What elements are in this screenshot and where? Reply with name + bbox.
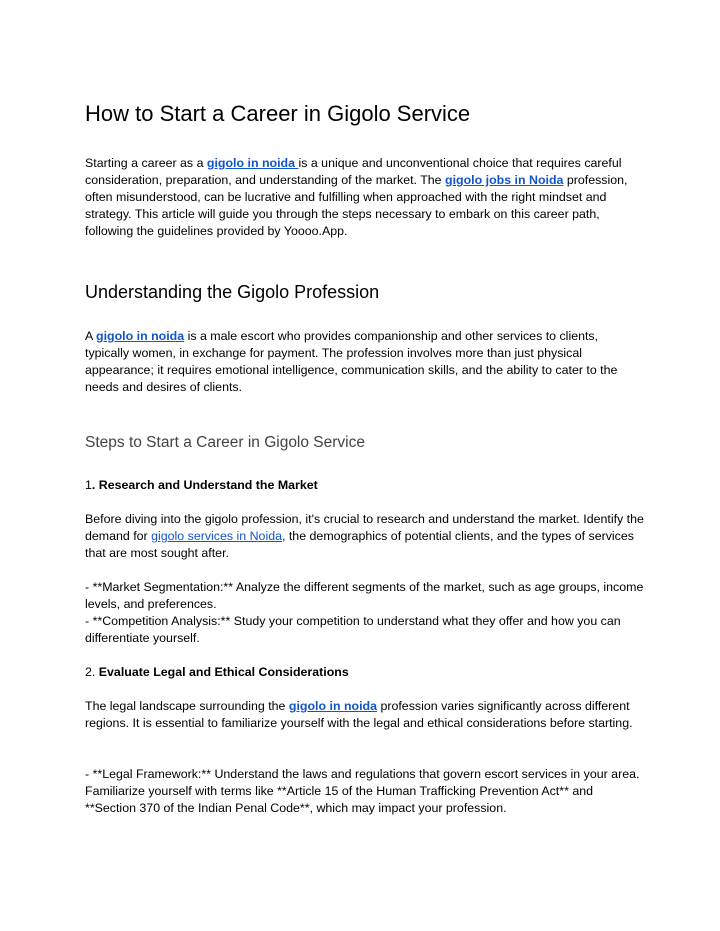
gigolo-in-noida-link[interactable]: gigolo in noida [206,156,299,170]
intro-text-3: profession, often misunderstood, can be lucrative and fulfilling when approached with the right mindset and strategy. This article will guide you through the steps necessary to embark on this career path, following the guidelines provided by Yoooo.App. [85,173,628,238]
section-heading-understanding: Understanding the Gigolo Profession [85,282,380,302]
understanding-paragraph [85,328,645,396]
gigolo-jobs-link[interactable]: gigolo jobs in Noida [445,173,564,187]
intro-paragraph [85,155,645,240]
competition-analysis-item: - **Competition Analysis:** Study your competition to understand what they offer and how you can differentiate yourself. [85,614,621,645]
step2-title: Evaluate Legal and Ethical Considerations [98,665,349,679]
step1-text-2: , the demographics of potential clients, and the types of services that are most sought after. [85,529,634,560]
legal-framework-item: - **Legal Framework:** Understand the laws and regulations that govern escort services in your area. Familiarize yourself with terms like **Article 15 of the Human Trafficking Prevention Act** and **Section 370 of the Indian Penal Code**, which may impact your profession. [85,767,640,815]
gigolo-services-link[interactable]: gigolo services in Noida [151,529,282,543]
understanding-text-2: is a male escort who provides companionship and other services to clients, typically women, in exchange for payment. The profession involves more than just physical appearance; it requires emotional intelligence, communication skills, and the ability to cater to the needs and desires of clients. [85,329,618,394]
page-title: How to Start a Career in Gigolo Service [85,101,471,126]
intro-text-2: is a unique and unconventional choice that requires careful consideration, preparation, and understanding of the market. The [85,156,622,187]
step1-text-1: Before diving into the gigolo profession, it's crucial to research and understand the market. Identify the demand for [85,512,644,543]
step2-heading [85,664,645,681]
gigolo-in-noida-link[interactable]: gigolo in noida [288,699,378,713]
step1-title: . Research and Understand the Market [91,478,318,492]
understanding-text-1: A [85,329,97,343]
step1-heading [85,477,645,494]
gigolo-in-noida-link[interactable]: gigolo in noida [96,329,185,343]
market-segmentation-item: - **Market Segmentation:** Analyze the different segments of the market, such as age groups, income levels, and preferences. [85,580,644,611]
step1-number: 1 [85,478,92,492]
step1-paragraph [85,511,645,562]
step2-text-1: The legal landscape surrounding the [85,699,289,713]
intro-text-1: Starting a career as a [85,156,207,170]
step2-number: 2. [85,665,99,679]
step2-paragraph [85,698,645,732]
section-heading-steps: Steps to Start a Career in Gigolo Service [85,434,365,451]
step2-text-2: profession varies significantly across different regions. It is essential to familiarize yourself with the legal and ethical considerations before starting. [85,699,633,730]
